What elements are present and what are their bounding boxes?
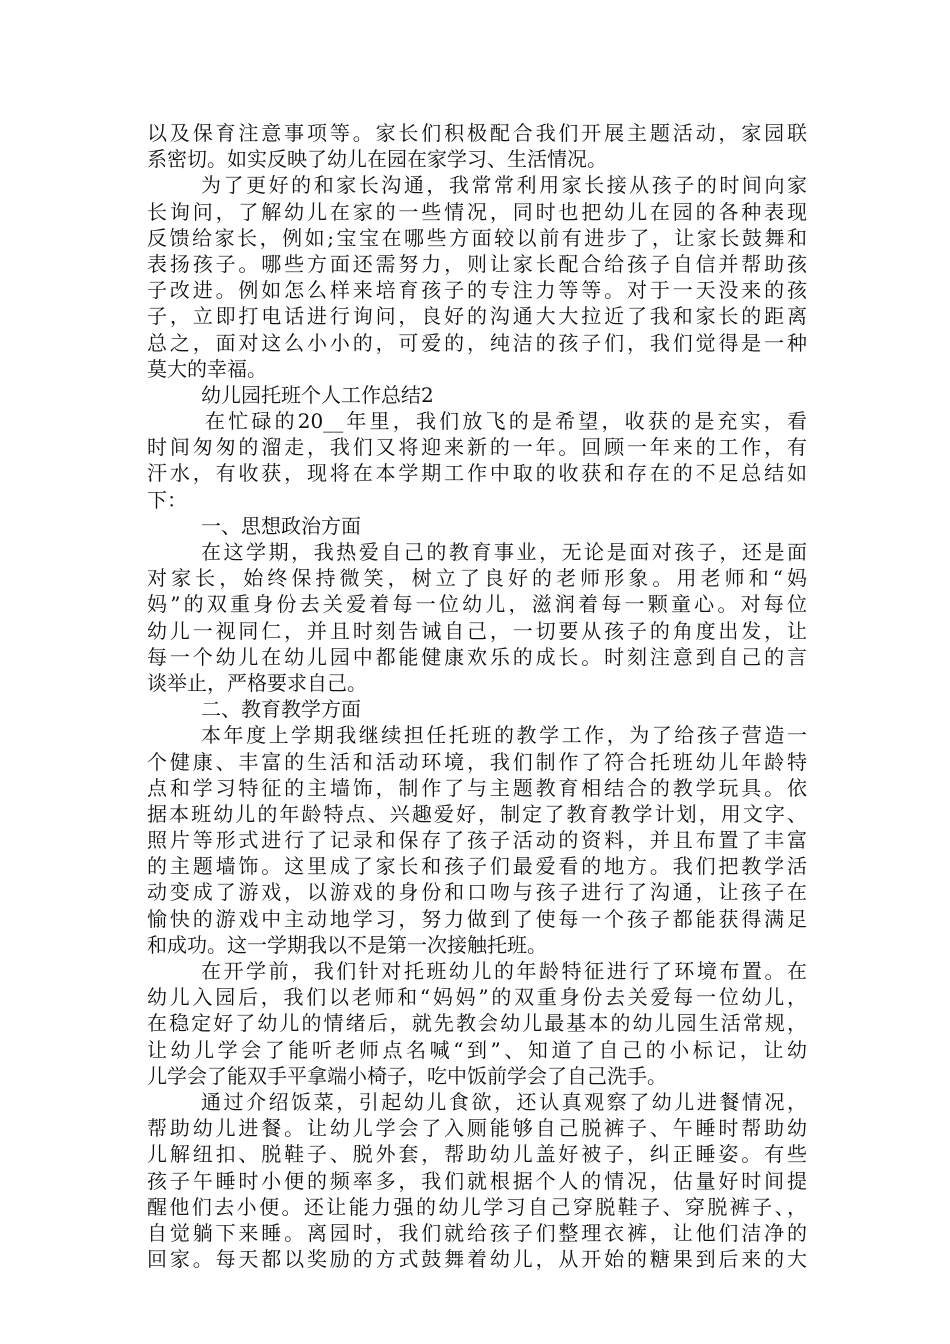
text-line: 让幼儿学会了能听老师点名喊“到”、知道了自己的小标记，让幼 — [147, 1037, 807, 1062]
text-line: 儿学会了能双手平拿端小椅子，吃中饭前学会了自己洗手。 — [147, 1063, 667, 1088]
text-line: 个健康、丰富的生活和活动环境，我们制作了符合托班幼儿年龄特 — [147, 749, 807, 774]
text-line: 自觉躺下来睡。离园时，我们就给孩子们整理衣裤，让他们洁净的 — [147, 1220, 807, 1245]
text-line: 的主题墙饰。这里成了家长和孩子们最爱看的地方。我们把教学活 — [147, 854, 807, 879]
text-line: 醒他们去小便。还让能力强的幼儿学习自己穿脱鞋子、穿脱裤子、， — [147, 1194, 807, 1219]
paragraph-first-line: 在开学前，我们针对托班幼儿的年龄特征进行了环境布置。在 — [201, 959, 807, 983]
text-line: 回家。每天都以奖励的方式鼓舞着幼儿，从开始的糖果到后来的大 — [147, 1247, 807, 1272]
paragraph-first-line: 本年度上学期我继续担任托班的教学工作，为了给孩子营造一 — [201, 723, 807, 748]
section-heading: 二、教育教学方面 — [201, 697, 361, 722]
text-line: 照片等形式进行了记录和保存了孩子活动的资料，并且布置了丰富 — [147, 828, 807, 853]
text-line: 系密切。如实反映了幼儿在园在家学习、生活情况。 — [147, 147, 607, 172]
text-line: 孩子午睡时小便的频率多，我们就根据个人的情况，估量好时间提 — [147, 1168, 807, 1193]
text-line: 子，立即打电话进行询问，良好的沟通大大拉近了我和家长的距离 — [147, 304, 807, 329]
text-line: 莫大的幸福。 — [147, 356, 267, 381]
text-line: 每一个幼儿在幼儿园中都能健康欢乐的成长。时刻注意到自己的言 — [147, 644, 807, 669]
text-line: 谈举止，严格要求自己。 — [147, 670, 367, 695]
text-line: 幼儿一视同仁，并且时刻告诫自己，一切要从孩子的角度出发，让 — [147, 618, 807, 643]
text-line: 长询问，了解幼儿在家的一些情况，同时也把幼儿在园的各种表现 — [147, 199, 807, 224]
paragraph-first-line: 在忙碌的20__年里，我们放飞的是希望，收获的是充实，看 — [205, 409, 807, 434]
text-line: 以及保育注意事项等。家长们积极配合我们开展主题活动，家园联 — [147, 121, 807, 145]
text-line: 帮助幼儿进餐。让幼儿学会了入厕能够自己脱裤子、午睡时帮助幼 — [147, 1116, 807, 1141]
text-line: 表扬孩子。哪些方面还需努力，则让家长配合给孩子自信并帮助孩 — [147, 251, 807, 276]
paragraph-first-line: 通过介绍饭菜，引起幼儿食欲，还认真观察了幼儿进餐情况， — [201, 1089, 807, 1114]
text-line: 时间匆匆的溜走，我们又将迎来新的一年。回顾一年来的工作，有 — [147, 435, 807, 460]
text-line: 反馈给家长，例如;宝宝在哪些方面较以前有进步了，让家长鼓舞和 — [147, 225, 807, 250]
text-line: 愉快的游戏中主动地学习，努力做到了使每一个孩子都能获得满足 — [147, 906, 807, 931]
text-line: 汗水，有收获，现将在本学期工作中取的收获和存在的不足总结如 — [147, 461, 807, 486]
text-line: 点和学习特征的主墙饰，制作了与主题教育相结合的教学玩具。依 — [147, 775, 807, 800]
text-line: 下： — [147, 487, 187, 512]
text-line: 妈”的双重身份去关爱着每一位幼儿，滋润着每一颗童心。对每位 — [147, 592, 807, 617]
text-line: 动变成了游戏，以游戏的身份和口吻与孩子进行了沟通，让孩子在 — [147, 880, 807, 905]
text-line: 和成功。这一学期我以不是第一次接触托班。 — [147, 932, 547, 957]
paragraph-first-line: 为了更好的和家长沟通，我常常利用家长接从孩子的时间向家 — [201, 173, 807, 198]
section-title: 幼儿园托班个人工作总结2 — [201, 382, 434, 407]
text-line: 儿解纽扣、脱鞋子、脱外套，帮助幼儿盖好被子，纠正睡姿。有些 — [147, 1142, 807, 1167]
text-line: 幼儿入园后，我们以老师和“妈妈”的双重身份去关爱每一位幼儿， — [147, 985, 807, 1010]
text-line: 子改进。例如怎么样来培育孩子的专注力等等。对于一天没来的孩 — [147, 278, 807, 303]
text-line: 对家长，始终保持微笑，树立了良好的老师形象。用老师和“妈 — [147, 566, 807, 591]
text-line: 据本班幼儿的年龄特点、兴趣爱好，制定了教育教学计划，用文字、 — [147, 801, 807, 826]
text-line: 在稳定好了幼儿的情绪后，就先教会幼儿最基本的幼儿园生活常规， — [147, 1011, 807, 1036]
text-line: 总之，面对这么小小的，可爱的，纯洁的孩子们，我们觉得是一种 — [147, 330, 807, 355]
paragraph-first-line: 在这学期，我热爱自己的教育事业，无论是面对孩子，还是面 — [201, 540, 807, 564]
document-body — [147, 120, 807, 1272]
section-heading: 一、思想政治方面 — [201, 513, 361, 538]
